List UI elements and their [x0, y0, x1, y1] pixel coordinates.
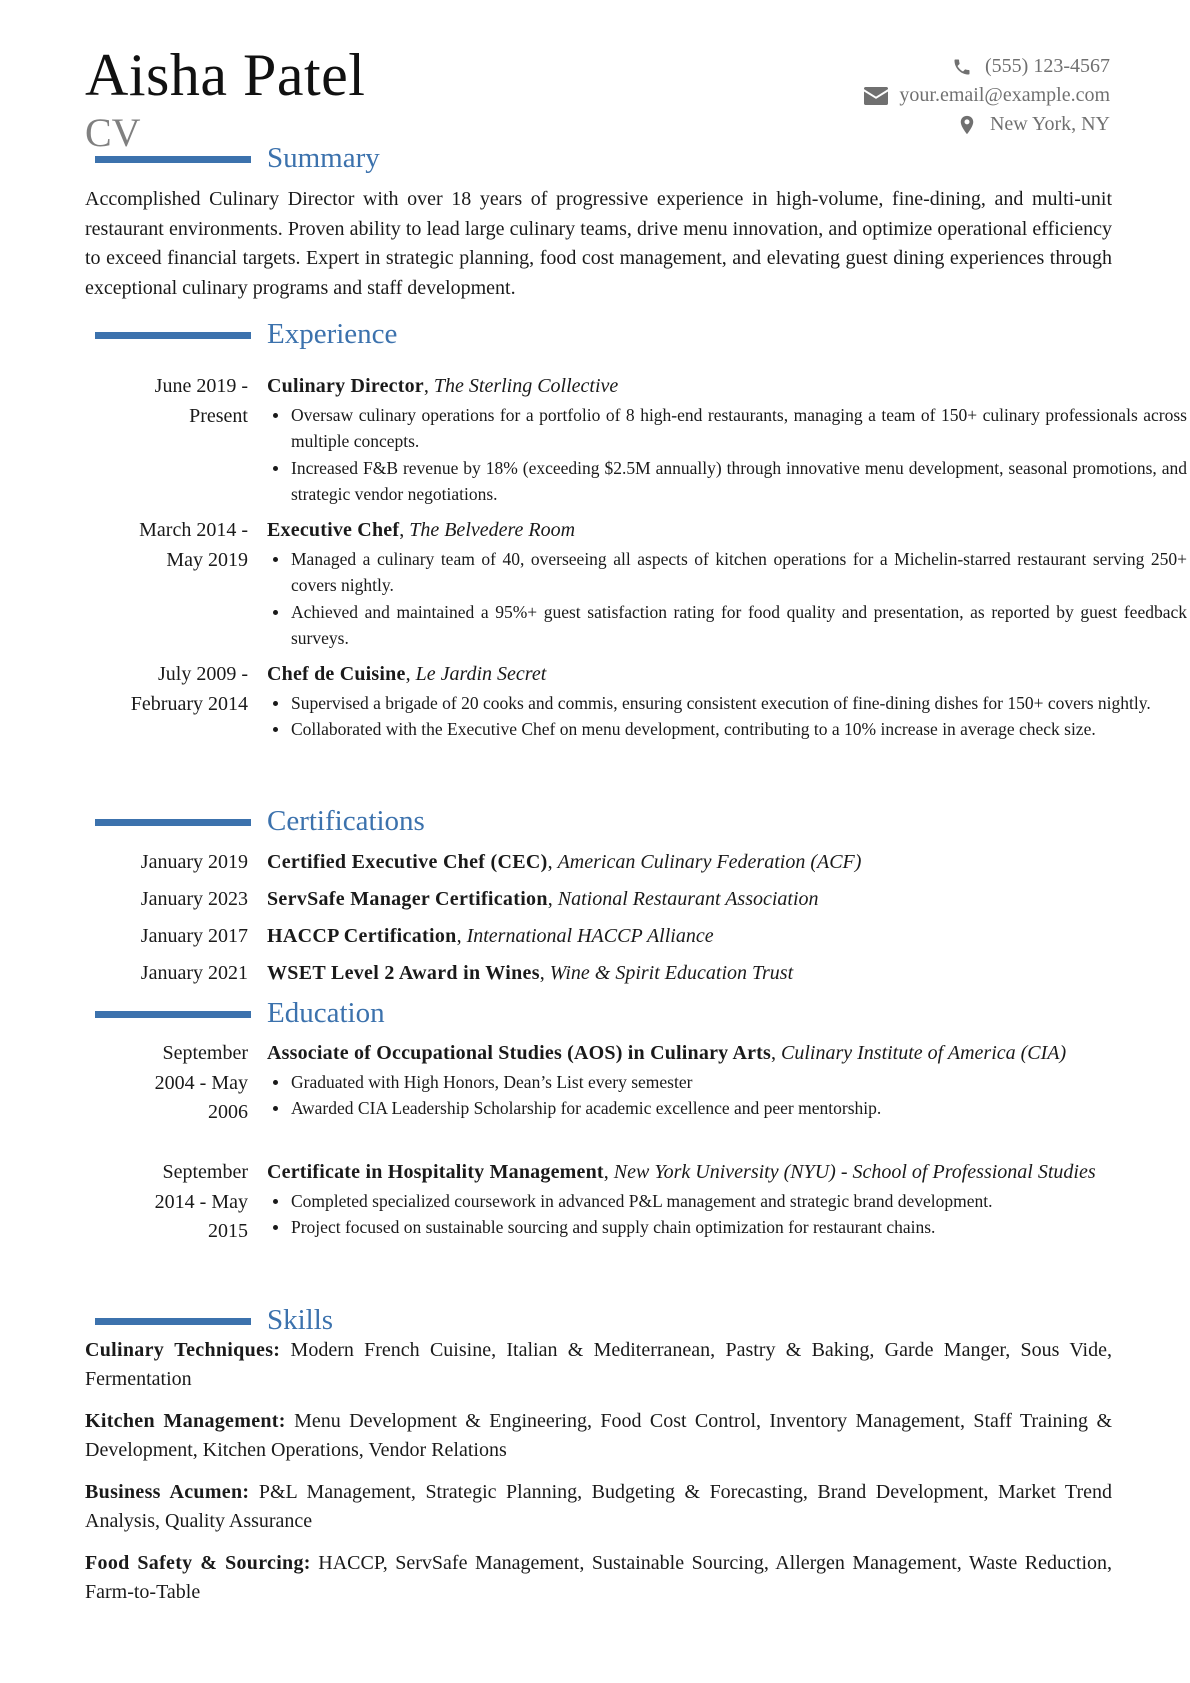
- section-skills-heading: [95, 1305, 1095, 1339]
- bullet-icon: [273, 1199, 278, 1204]
- contact-info: [863, 52, 1110, 139]
- employer: The Belvedere Room: [409, 519, 576, 541]
- section-rule: [95, 819, 251, 826]
- school: New York University (NYU) - School of Professional Studies: [613, 1161, 1096, 1183]
- bullet-icon: [273, 610, 278, 615]
- skill-items: P&L Management, Strategic Planning, Budgeting & Forecasting, Brand Development, Market Trend Analysis, Quality Assurance: [85, 1481, 1112, 1532]
- contact-email: [863, 81, 1110, 110]
- section-education-heading: [95, 998, 1095, 1032]
- candidate-name: Aisha Patel: [85, 42, 366, 108]
- bullet-item: [267, 402, 1187, 455]
- date-start: July 2009 -: [158, 663, 248, 685]
- job-title: Culinary Director: [267, 375, 424, 397]
- bullet-icon: [273, 727, 278, 732]
- bullet-item: [267, 599, 1187, 652]
- cv-page: Aisha Patel CV (555) 123-4567 your.email@example.com New York, NY Summary Accomplished Culinary Director with over 18 years of progressive experience in high-volume, fine-dining, and multi-unit restaurant environments. Proven ability to lead large culinary teams, drive menu innovation, and optimize operational efficiency to exceed financial targets. Expert in strategic planning, food cost management, and elevating guest dining experiences through exceptional culinary programs and staff development. Experience June 2019 - Present Culinary Director, The Sterling Collective Oversaw culinary operations for a portfolio of 8 high-end restaurants, managing a team of 150+ culinary professionals across multiple concepts. Increased F&B revenue by 18% (exceeding $2.5M annually) through innovative menu development, seasonal promotions, and strategic vendor negotiations. March 2014 - May 2019 Executive Chef, The Belvedere Room Managed a culinary team of 40, overseeing all aspects of kitchen operations for a Michelin-starred restaurant serving 250+ covers nightly. Achieved and maintained a 95%+ guest satisfaction rating for food quality and presentation, as reported by guest feedback surveys. July 2009 - February 2014 Chef de Cuisine, Le Jardin Secret Supervised a brigade of 20 cooks and commis, ensuring consistent execution of fine-dining dishes for 150+ covers nightly. Collaborated with the Executive Chef on menu development, contributing to a 10% increase in average check size. Certifications January 2019 Certified Executive Chef (CEC), American Culinary Federation (ACF) January 2023 ServSafe Manager Certification, National Restaurant Association January 2017 HACCP Certification, International HACCP Alliance January 2021 WSET Level 2 Award in Wines, Wine & Spirit Education Trust Education September 2004 - May 2006 Associate of Occupational Studies (AOS) in Culinary Arts, Culinary Institute of America (CIA) Graduated with High Honors, Dean’s List every semester Awarded CIA Leadership Scholarship for academic excellence and peer mentorship. September 2014 - May 2015 Certificate in Hospitality Management, New York University (NYU) - School of Professional Studies Completed specialized coursework in advanced P&L management and strategic brand development. Project focused on sustainable sourcing and supply chain optimization for restaurant chains. Skills Culinary Techniques: Modern French Cuisine, Italian & Mediterranean, Pastry & Baking, Garde Manger, Sous Vide, Fermentation Kitchen Management: Menu Development & Engineering, Food Cost Control, Inventory Management, Staff Training & Development, Kitchen Operations, Vendor Relations Business Acumen: P&L Management, Strategic Planning, Budgeting & Forecasting, Brand Development, Market Trend Analysis, Quality Assurance Food Safety & Sourcing: HACCP, ServSafe Management, Sustainable Sourcing, Allergen Management, Waste Reduction, Farm-to-Table: [0, 0, 1190, 1683]
- cert-issuer: Wine & Spirit Education Trust: [549, 962, 794, 984]
- bullet-text: Supervised a brigade of 20 cooks and commis, ensuring consistent execution of fine-dining dishes for 150+ covers nightly.: [291, 692, 1151, 713]
- cert-date: January 2023: [140, 888, 248, 910]
- section-title: Experience: [267, 318, 398, 350]
- bullet-icon: [273, 1080, 278, 1085]
- bullet-text: Graduated with High Honors, Dean’s List every semester: [291, 1071, 693, 1092]
- bullet-icon: [273, 413, 278, 418]
- cert-date: January 2017: [140, 925, 248, 947]
- school: Culinary Institute of America (CIA): [781, 1042, 1067, 1064]
- bullet-item: [267, 1188, 1187, 1215]
- section-rule: [95, 332, 251, 339]
- date-end: May 2019: [166, 548, 248, 571]
- summary-text: Accomplished Culinary Director with over 18 years of progressive experience in high-volume, fine-dining, and multi-unit restaurant environments. Proven ability to lead large culinary teams, drive menu innovation, and optimize operational efficiency to exceed financial targets. Expert in strategic planning, food cost management, and elevating guest dining experiences through exceptional culinary programs and staff development.: [85, 188, 1112, 299]
- bullet-item: [267, 1069, 1187, 1096]
- employer: The Sterling Collective: [433, 375, 619, 397]
- bullet-icon: [273, 466, 278, 471]
- bullet-icon: [273, 1225, 278, 1230]
- cert-name: Certified Executive Chef (CEC): [267, 851, 548, 873]
- bullet-text: Awarded CIA Leadership Scholarship for academic excellence and peer mentorship.: [291, 1098, 882, 1118]
- bullet-item: [267, 716, 1187, 743]
- section-title: Skills: [267, 1304, 334, 1336]
- cert-issuer: International HACCP Alliance: [466, 925, 714, 947]
- bullet-text: Oversaw culinary operations for a portfolio of 8 high-end restaurants, managing a team of 150+ culinary professionals across multiple concepts.: [291, 404, 1187, 451]
- skill-category: Food Safety & Sourcing:: [85, 1552, 311, 1574]
- section-rule: [95, 156, 251, 163]
- degree: Associate of Occupational Studies (AOS) in Culinary Arts: [267, 1042, 772, 1064]
- skill-group: [85, 1549, 1112, 1607]
- bullet-item: [267, 1214, 1187, 1241]
- bullet-text: Project focused on sustainable sourcing and supply chain optimization for restaurant chains.: [291, 1217, 936, 1237]
- bullet-text: Achieved and maintained a 95%+ guest satisfaction rating for food quality and presentation, as reported by guest feedback surveys.: [291, 601, 1187, 648]
- location: New York, NY: [989, 113, 1110, 135]
- bullet-text: Completed specialized coursework in advanced P&L management and strategic brand development.: [291, 1190, 993, 1211]
- date-end: Present: [189, 404, 248, 427]
- bullet-item: [267, 690, 1187, 717]
- skill-group: [85, 1478, 1112, 1536]
- bullet-text: Increased F&B revenue by 18% (exceeding $2.5M annually) through innovative menu development, seasonal promotions, and strategic vendor negotiations.: [291, 457, 1187, 504]
- section-title: Summary: [267, 142, 380, 174]
- date-start: June 2019 -: [154, 375, 248, 397]
- section-title: Education: [267, 997, 385, 1029]
- bullet-item: [267, 455, 1187, 508]
- cert-name: HACCP Certification: [267, 925, 457, 947]
- entry-date: September 2014 - May 2015: [154, 1161, 248, 1242]
- cert-date: January 2021: [140, 962, 248, 984]
- bullet-text: Managed a culinary team of 40, overseeing all aspects of kitchen operations for a Michelin-starred restaurant serving 250+ covers nightly.: [291, 548, 1187, 595]
- email-address[interactable]: your.email@example.com: [899, 84, 1110, 106]
- skill-group: [85, 1407, 1112, 1465]
- cert-name: ServSafe Manager Certification: [267, 888, 548, 910]
- skill-items: Modern French Cuisine, Italian & Mediterranean, Pastry & Baking, Garde Manger, Sous Vide, Fermentation: [85, 1339, 1112, 1390]
- section-experience-heading: [95, 319, 1095, 353]
- bullet-icon: [273, 557, 278, 562]
- skill-items: Menu Development & Engineering, Food Cost Control, Inventory Management, Staff Training & Development, Kitchen Operations, Vendor Relations: [85, 1410, 1112, 1461]
- contact-phone: [863, 52, 1110, 81]
- section-summary-heading: [95, 143, 1095, 177]
- date-start: March 2014 -: [139, 519, 248, 541]
- bullet-icon: [273, 1106, 278, 1111]
- skill-category: Business Acumen:: [85, 1481, 250, 1503]
- cert-name: WSET Level 2 Award in Wines: [267, 962, 540, 984]
- job-title: Executive Chef: [267, 519, 400, 541]
- section-title: Certifications: [267, 805, 425, 837]
- entry-date: [85, 372, 248, 431]
- cert-issuer: American Culinary Federation (ACF): [557, 851, 862, 873]
- cert-issuer: National Restaurant Association: [557, 888, 819, 910]
- bullet-icon: [273, 701, 278, 706]
- envelope-icon: [863, 86, 889, 106]
- bullet-item: [267, 1095, 1187, 1122]
- section-certifications-heading: [95, 806, 1095, 840]
- section-rule: [95, 1318, 251, 1325]
- section-rule: [95, 1011, 251, 1018]
- skill-group: [85, 1336, 1112, 1394]
- cert-date: January 2019: [140, 851, 248, 873]
- degree: Certificate in Hospitality Management: [267, 1161, 604, 1183]
- skill-items: HACCP, ServSafe Management, Sustainable Sourcing, Allergen Management, Waste Reduction, Farm-to-Table: [85, 1552, 1113, 1603]
- bullet-item: [267, 546, 1187, 599]
- map-pin-icon: [954, 115, 980, 135]
- phone-number[interactable]: (555) 123-4567: [985, 55, 1110, 77]
- job-title: Chef de Cuisine: [267, 663, 406, 685]
- document-subtitle: CV: [85, 110, 141, 155]
- phone-icon: [949, 57, 975, 77]
- date-end: February 2014: [130, 692, 248, 715]
- contact-location: [863, 110, 1110, 139]
- bullet-text: Collaborated with the Executive Chef on menu development, contributing to a 10% increase in average check size.: [291, 719, 1096, 739]
- entry-date: September 2004 - May 2006: [154, 1042, 248, 1123]
- skill-category: Culinary Techniques:: [85, 1339, 281, 1361]
- employer: Le Jardin Secret: [415, 663, 547, 685]
- entry-date: [85, 516, 248, 575]
- entry-date: [85, 660, 248, 719]
- skill-category: Kitchen Management:: [85, 1410, 286, 1432]
